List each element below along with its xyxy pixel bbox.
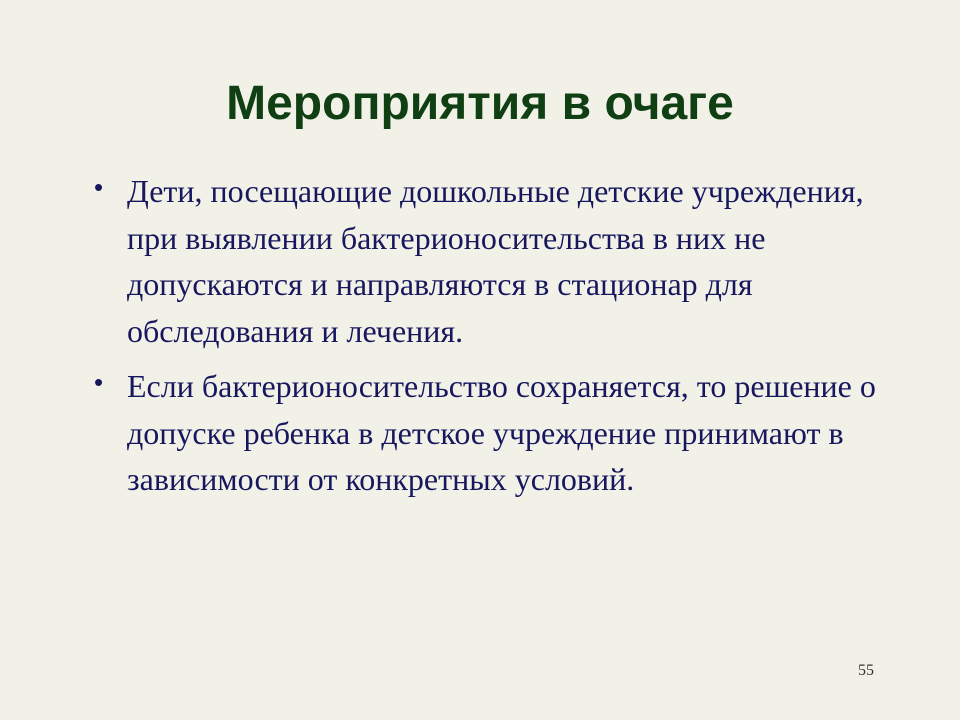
bullet-text: Дети, посещающие дошкольные детские учреждения, при выявлении бактерионосительства в них не допускаются и направляются в стационар для обследования и лечения. xyxy=(127,173,864,349)
bullet-item xyxy=(90,168,890,354)
bullet-text: Если бактерионосительство сохраняется, то решение о допуске ребенка в детское учреждение принимают в зависимости от конкретных условий. xyxy=(127,368,876,497)
bullet-marker: • xyxy=(94,172,104,202)
slide-title: Мероприятия в очаге xyxy=(226,77,734,130)
page-number: 55 xyxy=(858,662,874,679)
bullet-item xyxy=(90,363,890,503)
bullet-list xyxy=(90,168,890,512)
bullet-marker: • xyxy=(94,367,104,397)
